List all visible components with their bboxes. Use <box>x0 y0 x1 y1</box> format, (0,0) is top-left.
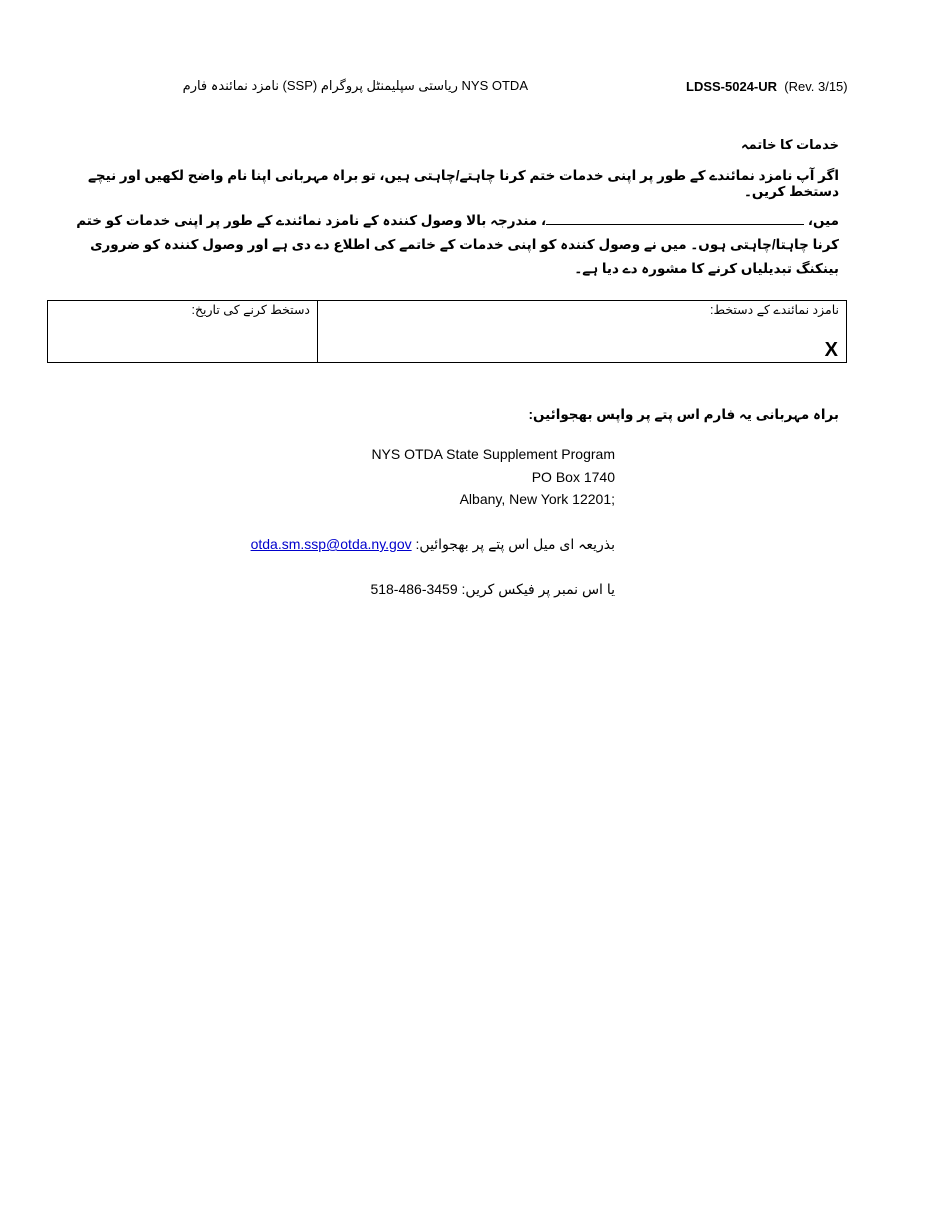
form-number: LDSS-5024-UR <box>686 79 778 94</box>
name-blank-field[interactable] <box>546 210 804 225</box>
termination-statement <box>59 209 839 281</box>
address-line-2: PO Box 1740 <box>531 469 615 485</box>
date-signed-cell[interactable] <box>48 301 318 362</box>
return-heading: براہ مہربانی یہ فارم اس پتے پر واپس بھجوائیں: <box>528 407 839 422</box>
fax-line <box>370 581 615 598</box>
instruction-text: اگر آپ نامزد نمائندے کے طور پر اپنی خدمات ختم کرنا چاہتے/چاہتی ہیں، تو براہ مہربانی اپنا نام واضح لکھیں اور نیچے دستخط کریں۔ <box>87 168 839 199</box>
statement-rest: ، مندرجہ بالا وصول کنندہ کے نامزد نمائندے کے طور پر اپنی خدمات کو ختم کرنا چاہتا/چاہتی ہوں۔ میں نے وصول کنندہ کو اپنی خدمات کے خاتمے کی اطلاع دے دی ہے اور وصول کنندہ کو ضروری بینکنگ تبدیلیاں کرنے کا مشورہ دے دیا ہے۔ <box>76 213 839 276</box>
section-title: خدمات کا خاتمہ <box>740 137 839 152</box>
signature-table <box>47 300 847 363</box>
fax-number: 518-486-3459 <box>370 581 458 597</box>
email-label: بذریعہ ای میل اس پتے پر بھجوائیں: <box>415 536 615 552</box>
form-title: NYS OTDA ریاستی سپلیمنٹل پروگرام (SSP) نامزد نمائندہ فارم <box>182 78 528 93</box>
signature-x-mark: X <box>824 339 838 361</box>
email-line <box>251 536 615 553</box>
address-line-3: Albany, New York 12201; <box>459 491 615 507</box>
signature-label: نامزد نمائندے کے دستخط: <box>709 303 839 317</box>
form-id <box>686 79 848 94</box>
fax-label: یا اس نمبر پر فیکس کریں: <box>461 581 615 597</box>
email-link[interactable]: otda.sm.ssp@otda.ny.gov <box>250 536 412 552</box>
date-signed-label: دستخط کرنے کی تاریخ: <box>191 303 310 317</box>
address-line-1: NYS OTDA State Supplement Program <box>371 446 615 462</box>
statement-start: میں، <box>807 213 839 228</box>
signature-cell[interactable] <box>318 301 846 362</box>
form-revision: (Rev. 3/15) <box>784 79 848 94</box>
